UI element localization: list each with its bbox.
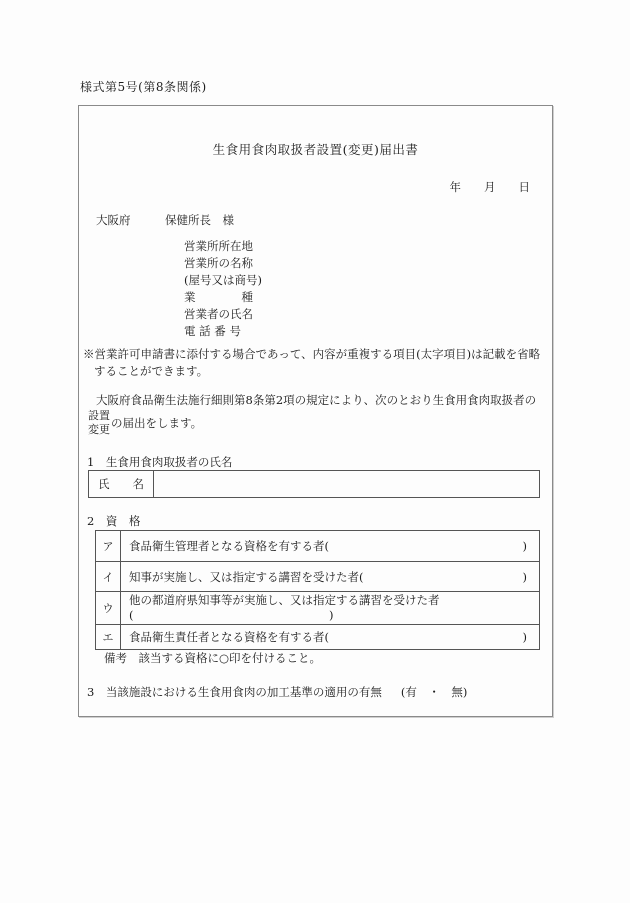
qualification-row-a (96, 531, 539, 561)
section3-yes-no-options: (有 ・ 無) (400, 685, 468, 699)
handler-name-table (88, 470, 540, 498)
qualification-table (95, 530, 540, 650)
field-label-phone-number: 電 話 番 号 (184, 324, 241, 338)
row-text-u-line2: ( ) (129, 608, 334, 622)
row-key-e: エ (96, 625, 121, 649)
section3-line (87, 684, 467, 700)
row-content-i (121, 562, 539, 591)
row-content-a (121, 531, 539, 561)
declaration-line1: 大阪府食品衛生法施行細則第8条第2項の規定により、次のとおり生食用食肉取扱者の (96, 393, 537, 407)
row-close-paren-a: ) (522, 539, 527, 553)
row-close-paren-i: ) (522, 569, 527, 584)
omission-note-line1: ※営業許可申請書に添付する場合であって、内容が重複する項目(太字項目)は記載を省略 (83, 347, 541, 361)
field-label-business-type: 業 種 (184, 290, 253, 304)
omission-note (83, 346, 540, 380)
row-content-e (121, 625, 539, 649)
section2-heading: 2 資 格 (87, 514, 141, 528)
form-border-box (78, 105, 553, 717)
row-text-i: 知事が実施し、又は指定する講習を受けた者( (129, 569, 364, 584)
row-text-e: 食品衛生責任者となる資格を有する者( (129, 630, 329, 644)
field-label-business-address: 営業所所在地 (184, 239, 253, 253)
addressee-line: 大阪府 保健所長 様 (96, 213, 234, 227)
qualification-row-e (96, 624, 539, 649)
date-line: 年 月 日 (449, 180, 530, 194)
declaration-paragraph (85, 392, 536, 436)
row-key-a: ア (96, 531, 121, 561)
declaration-line2 (88, 409, 536, 436)
row-key-i: イ (96, 562, 121, 591)
section1-heading: 1 生食用食肉取扱者の氏名 (87, 455, 233, 469)
row-key-u: ウ (96, 592, 121, 624)
field-label-business-name: 営業所の名称 (184, 256, 253, 270)
form-number-label: 様式第5号(第8条関係) (80, 80, 207, 94)
document-title: 生食用食肉取扱者設置(変更)届出書 (212, 142, 419, 157)
row-text-a: 食品衛生管理者となる資格を有する者( (129, 539, 329, 553)
name-value-cell (154, 471, 539, 497)
name-label-cell: 氏 名 (89, 471, 154, 497)
field-label-trade-name: (屋号又は商号) (184, 273, 262, 287)
omission-note-line2: することができます。 (94, 364, 209, 378)
section3-heading: 3 当該施設における生食用食肉の加工基準の適用の有無 (87, 685, 382, 699)
qualification-row-i (96, 561, 539, 591)
row-text-u-line1: 他の都道府県知事等が実施し、又は指定する講習を受けた者 (129, 592, 440, 607)
qualification-remark: 備考 該当する資格に○印を付けること。 (104, 651, 322, 665)
row-close-paren-e: ) (522, 630, 527, 644)
setup-or-change-stack (88, 409, 110, 436)
field-label-operator-name: 営業者の氏名 (184, 307, 253, 321)
declaration-suffix: の届出をします。 (111, 415, 203, 430)
applicant-field-labels (184, 238, 262, 340)
qualification-row-u (96, 591, 539, 624)
stack-setup-label: 設置 (88, 409, 110, 422)
row-content-u (121, 592, 539, 624)
stack-change-label: 変更 (88, 422, 110, 436)
